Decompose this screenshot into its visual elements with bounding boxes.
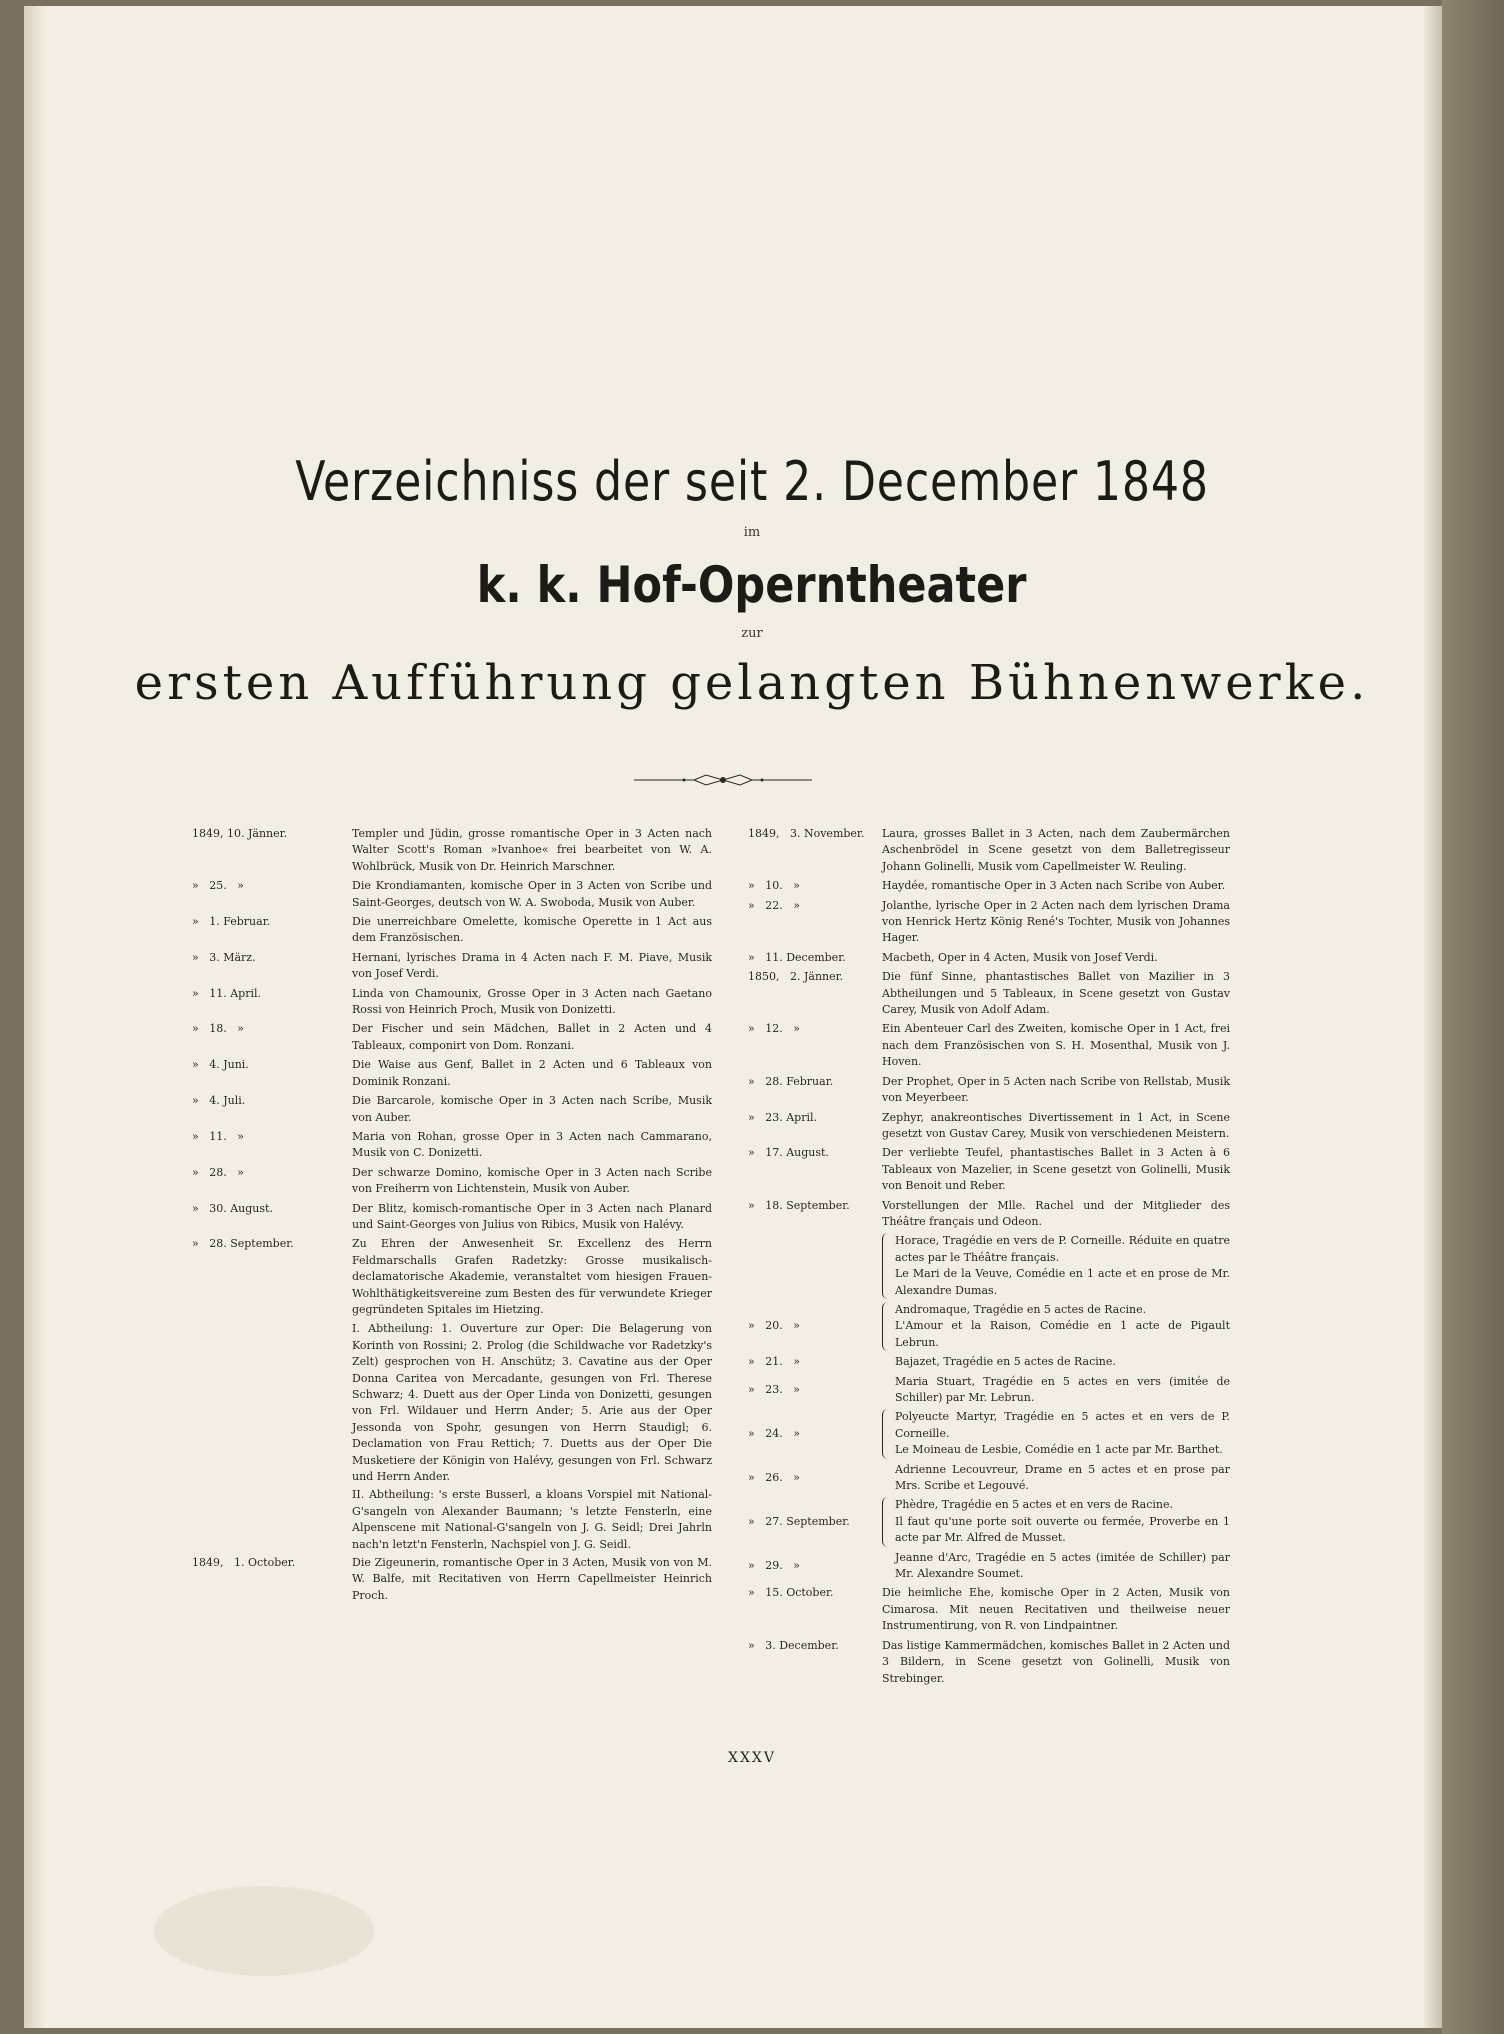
- performance-entry: [748, 898, 1230, 947]
- entry-date: » 28. September.: [192, 1237, 294, 1251]
- entry-text: Bajazet, Tragédie en 5 actes de Racine.: [895, 1355, 1116, 1369]
- entry-date: » 12. »: [748, 1022, 800, 1036]
- entry-text: Jolanthe, lyrische Oper in 2 Acten nach dem lyrischen Drama von Henrick Hertz König René's Tochter, Musik von Johannes Hager.: [882, 898, 1230, 945]
- entry-date: » 4. Juli.: [192, 1094, 246, 1108]
- entry-date: 1849, 1. October.: [192, 1556, 296, 1570]
- entry-text: Der Prophet, Oper in 5 Acten nach Scribe von Rellstab, Musik von Meyerbeer.: [882, 1074, 1230, 1105]
- title-line-1: Verzeichniss der seit 2. December 1848: [295, 450, 1209, 513]
- entry-text: Maria von Rohan, grosse Oper in 3 Acten nach Cammarano, Musik von C. Donizetti.: [352, 1129, 712, 1160]
- program-section: I. Abtheilung: 1. Ouverture zur Oper: Die Belagerung von Korinth von Rossini; 2. Prolog (die Schildwache vor Radetzky's Zelt) gesprochen von H. Anschütz; 3. Cavatine aus der Oper Donna Caritea von Mercadante, gesungen von Frl. Therese Schwarz; 4. Duett aus der Oper Linda von Donizetti, gesungen von Frl. Wildauer und Herrn Ander; 5. Arie aus der Oper Jessonda von Spohr, gesungen von Herrn Staudigl; 6. Declamation von Frau Rettich; 7. Duetts aus der Oper Die Musketiere der Königin von Halévy, gesungen von Frl. Schwarz und Herrn Ander.: [352, 1322, 712, 1484]
- group-items: [895, 1497, 1230, 1546]
- performance-entry: [192, 1057, 712, 1090]
- entry-date: 1849, 3. November.: [748, 827, 865, 840]
- performance-entry: [192, 1093, 712, 1126]
- entry-text: Templer und Jüdin, grosse romantische Oper in 3 Acten nach Walter Scott's Roman »Ivanhoe« frei bearbeitet von W. A. Wohlbrück, Musik von Dr. Heinrich Marschner.: [352, 827, 712, 873]
- entry-date: » 22. »: [748, 898, 800, 912]
- title-im: im: [743, 525, 761, 540]
- paper-stain: [154, 1886, 374, 1976]
- page-edge: [1424, 6, 1442, 2028]
- entry-text: Der Fischer und sein Mädchen, Ballet in 2 Acten und 4 Tableaux, componirt von Dom. Ronzani.: [352, 1022, 712, 1052]
- entry-text: Das listige Kammermädchen, komisches Ballet in 2 Acten und 3 Bildern, in Scene gesetzt von Golinelli, Musik von Strebinger.: [882, 1638, 1230, 1685]
- entry-text: Hernani, lyrisches Drama in 4 Acten nach F. M. Piave, Musik von Josef Verdi.: [352, 950, 712, 981]
- entry-date: 1850, 2. Jänner.: [748, 970, 844, 984]
- performance-entry: [748, 826, 1230, 875]
- entry-date: » 30. August.: [192, 1201, 273, 1215]
- entry-date: » 11. December.: [748, 950, 846, 964]
- entry-date: » 1. Februar.: [192, 915, 271, 929]
- performance-group: [748, 1354, 1230, 1370]
- entry-date: » 3. März.: [192, 950, 256, 964]
- performance-group: [748, 1233, 1230, 1299]
- left-column: [192, 826, 712, 1607]
- entry-text: Die Zigeunerin, romantische Oper in 3 Acten, Musik von von M. W. Balfe, mit Recitativen von Herrn Capellmeister Heinrich Proch.: [352, 1556, 712, 1602]
- entry-date: » 4. Juni.: [192, 1058, 249, 1072]
- title-line-2: k. k. Hof-Operntheater: [477, 556, 1027, 614]
- brace-mark: [882, 1374, 891, 1407]
- entry-text: Die heimliche Ehe, komische Oper in 2 Acten, Musik von Cimarosa. Mit neuen Recitativen und theilweise neuer Instrumentirung, von R. von Lindpaintner.: [882, 1586, 1230, 1633]
- entry-date: » 3. December.: [748, 1638, 839, 1652]
- entry-date: » 28. »: [192, 1165, 244, 1179]
- entry-text: Linda von Chamounix, Grosse Oper in 3 Acten nach Gaetano Rossi von Heinrich Proch, Musik von Donizetti.: [352, 986, 712, 1017]
- brace-mark: [882, 1354, 891, 1370]
- entry-date: » 17. August.: [748, 1146, 829, 1160]
- performance-entry: [748, 1074, 1230, 1107]
- entry-text: Die Barcarole, komische Oper in 3 Acten nach Scribe, Musik von Auber.: [352, 1094, 712, 1124]
- group-items: [895, 1374, 1230, 1407]
- program-section: II. Abtheilung: 's erste Busserl, a kloans Vorspiel mit National-G'sangeln von Alexander Baumann; 's letzte Fensterln, eine Alpenscene mit National-G'sangeln von J. G. Seidl; Drei Jahrln nach'n letzt'n Fensterln, Nachspiel von J. G. Seidl.: [352, 1488, 712, 1551]
- performance-group: [748, 1462, 1230, 1495]
- performance-entry: [748, 1021, 1230, 1070]
- performance-entry: [748, 1638, 1230, 1687]
- performance-entry: [192, 1555, 712, 1604]
- performance-entry: [192, 1165, 712, 1198]
- performance-entry: [748, 1145, 1230, 1194]
- entry-date: » 26. »: [748, 1470, 800, 1484]
- brace-mark: [882, 1550, 891, 1583]
- entry-text: Der schwarze Domino, komische Oper in 3 Acten nach Scribe von Freiherrn von Lichtenstein, Musik von Auber.: [352, 1165, 712, 1196]
- performance-entry: [192, 1201, 712, 1234]
- entry-date: » 11. »: [192, 1129, 244, 1143]
- entry-date: » 23. April.: [748, 1110, 817, 1124]
- entry-text: Il faut qu'une porte soit ouverte ou fermée, Proverbe en 1 acte par Mr. Alfred de Musset.: [895, 1514, 1230, 1545]
- entry-date: » 29. »: [748, 1558, 800, 1572]
- entry-text: L'Amour et la Raison, Comédie en 1 acte de Pigault Lebrun.: [895, 1319, 1230, 1349]
- group-items: [895, 1302, 1230, 1351]
- brace-mark: [882, 1462, 891, 1495]
- entry-text: Le Moineau de Lesbie, Comédie en 1 acte par Mr. Barthet.: [895, 1443, 1223, 1457]
- performance-entry: [748, 950, 1230, 966]
- entry-date: 1849, 10. Jänner.: [192, 827, 288, 840]
- entry-date: » 15. October.: [748, 1586, 834, 1600]
- entry-text: Die Krondiamanten, komische Oper in 3 Acten von Scribe und Saint-Georges, deutsch von W. A. Swoboda, Musik von Auber.: [352, 879, 712, 909]
- title-block: [0, 450, 1504, 711]
- entry-text: Haydée, romantische Oper in 3 Acten nach Scribe von Auber.: [882, 879, 1226, 893]
- entry-date: » 23. »: [748, 1382, 800, 1396]
- entry-text: Adrienne Lecouvreur, Drame en 5 actes et en prose par Mrs. Scribe et Legouvé.: [895, 1462, 1230, 1493]
- entry-date: » 10. »: [748, 879, 800, 893]
- entry-date: » 27. September.: [748, 1514, 850, 1528]
- entry-text: Ein Abenteuer Carl des Zweiten, komische Oper in 1 Act, frei nach dem Französischen von S. H. Mosenthal, Musik von J. Hoven.: [882, 1022, 1230, 1069]
- performance-entry: [748, 969, 1230, 1018]
- entry-text: Der verliebte Teufel, phantastisches Ballet in 3 Acten à 6 Tableaux von Mazelier, in Scene gesetzt von Golinelli, Musik von Benoit und Reber.: [882, 1146, 1230, 1193]
- brace-mark: [882, 1409, 891, 1458]
- group-items: [895, 1462, 1230, 1495]
- entry-text: Jeanne d'Arc, Tragédie en 5 actes (imitée de Schiller) par Mr. Alexandre Soumet.: [895, 1550, 1230, 1581]
- entry-text: Polyeucte Martyr, Tragédie en 5 actes et en vers de P. Corneille.: [895, 1410, 1230, 1440]
- performance-entry: [748, 1110, 1230, 1143]
- group-items: [895, 1409, 1230, 1458]
- performance-entry: [192, 1236, 712, 1318]
- performance-entry: [748, 1585, 1230, 1634]
- entry-date: » 24. »: [748, 1426, 800, 1440]
- entry-text: Horace, Tragédie en vers de P. Corneille. Réduite en quatre actes par le Théâtre français.: [895, 1234, 1230, 1264]
- performance-group: [748, 1374, 1230, 1407]
- book-cover-edge: [1442, 0, 1504, 2034]
- entry-text: Phèdre, Tragédie en 5 actes et en vers de Racine.: [895, 1498, 1173, 1512]
- group-items: [895, 1354, 1230, 1370]
- performance-entry: [192, 1129, 712, 1162]
- spine-shadow: [24, 6, 46, 2028]
- title-zur: zur: [741, 626, 763, 641]
- entry-date: » 18. »: [192, 1022, 244, 1036]
- entry-text: Die fünf Sinne, phantastisches Ballet von Mazilier in 3 Abtheilungen und 5 Tableaux, in Scene gesetzt von Gustav Carey, Musik von Adolf Adam.: [882, 970, 1230, 1017]
- entry-text: Le Mari de la Veuve, Comédie en 1 acte et en prose de Mr. Alexandre Dumas.: [895, 1267, 1230, 1297]
- performance-group: [748, 1409, 1230, 1458]
- performance-group: [748, 1497, 1230, 1546]
- performance-entry: [748, 878, 1230, 894]
- performance-entry: [192, 878, 712, 911]
- title-line-3: ersten Aufführung gelangten Bühnenwerke.: [134, 655, 1370, 711]
- entry-text: Die Waise aus Genf, Ballet in 2 Acten und 6 Tableaux von Dominik Ronzani.: [352, 1058, 712, 1088]
- page-number: XXXV: [727, 1750, 776, 1766]
- entry-date: » 28. Februar.: [748, 1074, 834, 1088]
- performance-entry: [192, 914, 712, 947]
- performance-entry: [192, 950, 712, 983]
- performance-entry: [192, 1021, 712, 1054]
- performance-entry: [748, 1198, 1230, 1231]
- performance-entry: [192, 986, 712, 1019]
- entry-date: » 25. »: [192, 879, 244, 893]
- entry-text: Der Blitz, komisch-romantische Oper in 3 Acten nach Planard und Saint-Georges von Julius von Ribics, Musik von Halévy.: [352, 1201, 712, 1231]
- performance-group: [748, 1550, 1230, 1583]
- entry-date: » 18. September.: [748, 1198, 850, 1212]
- entry-text: Laura, grosses Ballet in 3 Acten, nach dem Zaubermärchen Aschenbrödel in Scene gesetzt von dem Balletregisseur Johann Golinelli, Musik vom Capellmeister W. Reuling.: [882, 827, 1230, 873]
- performance-entry: [192, 826, 712, 875]
- performance-group: [748, 1302, 1230, 1351]
- entry-text: Zephyr, anakreontisches Divertissement in 1 Act, in Scene gesetzt von Gustav Carey, Musik von verschiedenen Meistern.: [882, 1110, 1230, 1140]
- entry-date: » 20. »: [748, 1319, 800, 1333]
- entry-text: Zu Ehren der Anwesenheit Sr. Excellenz des Herrn Feldmarschalls Grafen Radetzky: Grosse musikalisch-declamatorische Akademie, veranstaltet vom hiesigen Frauen-Wohlthätigkeitsvereine zum Besten des für verwundete Krieger gegründeten Spitales im Hietzing.: [352, 1237, 712, 1316]
- entry-date: » 11. April.: [192, 986, 261, 1000]
- entry-text: Maria Stuart, Tragédie en 5 actes en vers (imitée de Schiller) par Mr. Lebrun.: [895, 1374, 1230, 1404]
- right-column: [748, 826, 1230, 1690]
- group-items: [895, 1233, 1230, 1299]
- entry-text: Andromaque, Tragédie en 5 actes de Racine.: [895, 1302, 1147, 1316]
- entry-text: Die unerreichbare Omelette, komische Operette in 1 Act aus dem Französischen.: [352, 915, 712, 945]
- brace-mark: [882, 1497, 891, 1546]
- brace-mark: [882, 1233, 891, 1299]
- group-items: [895, 1550, 1230, 1583]
- brace-mark: [882, 1302, 891, 1351]
- entry-date: [748, 1233, 882, 1299]
- entry-text: Macbeth, Oper in 4 Acten, Musik von Josef Verdi.: [882, 950, 1158, 964]
- ornament-divider: [634, 772, 812, 788]
- entry-date: » 21. »: [748, 1355, 800, 1369]
- entry-text: Vorstellungen der Mlle. Rachel und der Mitglieder des Théâtre français und Odeon.: [882, 1198, 1230, 1228]
